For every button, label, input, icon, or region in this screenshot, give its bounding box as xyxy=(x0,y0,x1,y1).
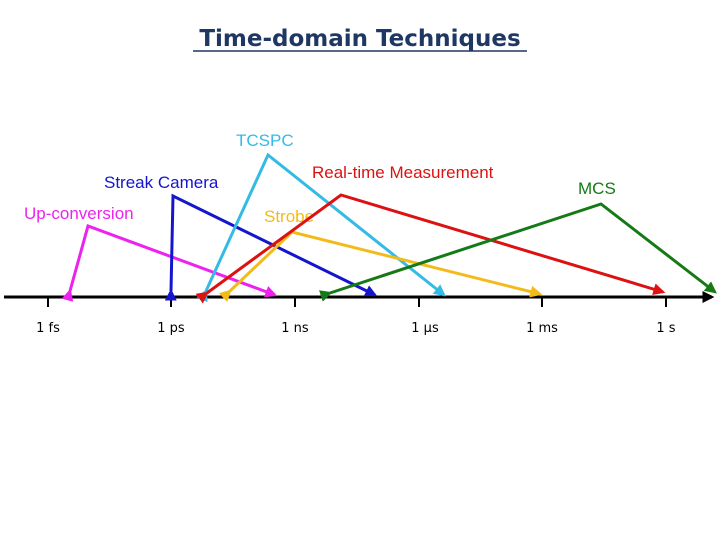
tick-label: 1 µs xyxy=(411,321,439,336)
tick-label: 1 ns xyxy=(281,321,309,336)
tick-label: 1 ms xyxy=(526,321,558,336)
tick-label: 1 ps xyxy=(157,321,185,336)
tick-label: 1 s xyxy=(656,321,676,336)
label-mcs: MCS xyxy=(578,179,616,198)
tick-label: 1 fs xyxy=(36,321,60,336)
label-up-conversion: Up-conversion xyxy=(24,204,134,223)
label-tcspc: TCSPC xyxy=(236,131,294,150)
label-strobe: Strobe xyxy=(264,207,315,226)
label-real-time-measurement: Real-time Measurement xyxy=(312,163,494,182)
label-streak-camera: Streak Camera xyxy=(104,173,219,192)
page-title: Time-domain Techniques xyxy=(199,26,521,52)
